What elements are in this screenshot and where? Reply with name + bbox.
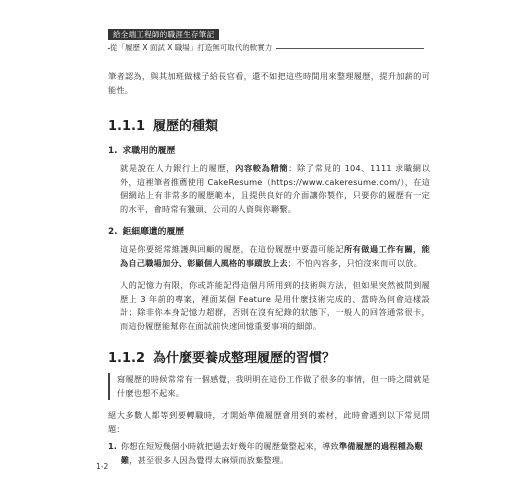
quote-text: 寫履歷的時候常常有一個感覺，我明明在這份工作做了很多的事情，但一時之間就是什麼也想不起來。 xyxy=(117,374,430,398)
subsection-title: 鉅細靡遺的履歷 xyxy=(122,227,185,237)
subsection-heading-1 xyxy=(108,145,430,158)
quote-block xyxy=(108,373,430,400)
section-number: 1.1.2 xyxy=(108,351,146,366)
subsection-2-paragraph-2: 人的記憶力有限，你或許能記得這個月所用到的技術與方法，但如果突然被問到履歷上 3 年前的專案，裡面某個 Feature 是用什麼技術完成的、當時為何會這樣設計；除非你本身記憶力超群，否則在沒有紀錄的狀態下，一般人的回答通常很卡，而這份履歷能幫你在面試前快速回憶重要事項的細節。 xyxy=(120,280,430,331)
bold-text: 內容較為精簡 xyxy=(235,163,289,173)
subsection-number: 2. xyxy=(108,227,118,237)
text-run: ：除了常見的 104、1111 求職網以外，這裡筆者推薦使用 CakeResume（https://www.cakeresume.com/），在這個網站上有非常多的履歷範本，且提供良好的介面讓你製作，只要你的履歷有一定的水平，會時常有獵頭、公司的人資與你聯繫。 xyxy=(120,163,430,214)
text-run: 這是你要經常維護與回顧的履歷，在這份履歷中要盡可能記 xyxy=(120,244,345,254)
page-number: 1-2 xyxy=(96,462,109,471)
list-text xyxy=(121,440,430,467)
chapter-line xyxy=(108,42,424,54)
text-run: 你想在短短幾個小時就把過去好幾年的履歷彙整起來，導致 xyxy=(120,441,339,451)
running-header xyxy=(108,22,424,54)
text-run: ；不怕內容多，只怕沒來而可以放。 xyxy=(287,257,422,268)
section-title: 為什麼要養成整理履歷的習慣？ xyxy=(153,351,336,366)
section-heading-1 xyxy=(108,119,430,135)
chapter-title: 從「履歷 X 面試 X 職場」打造無可取代的軟實力 xyxy=(110,42,276,54)
section-heading-2 xyxy=(108,351,430,367)
list-number: 1. xyxy=(108,441,117,451)
list-item xyxy=(108,440,430,467)
text-run: ，甚至很多人因為覺得太麻煩而放棄整理。 xyxy=(129,454,289,465)
bold-text: 所有做過工作有關，能為自己職場加分、彰顯個人風格的事蹟放上去 xyxy=(120,244,430,268)
subsection-number: 1. xyxy=(108,146,118,156)
subsection-title: 求職用的履歷 xyxy=(122,146,176,156)
series-tag: 給全端工程師的職涯生存筆記 xyxy=(108,29,219,40)
page-content xyxy=(108,70,430,467)
text-run: 就是說在人力銀行上的履歷， xyxy=(120,163,236,173)
section-title: 履歷的種類 xyxy=(153,119,219,134)
section-number: 1.1.1 xyxy=(108,119,146,134)
subsection-heading-2 xyxy=(108,226,430,239)
subsection-1-paragraph xyxy=(120,162,430,216)
intro-paragraph: 筆者認為，與其加班做樣子給長官看，還不如把這些時間用來整理履歷，提升加薪的可能性。 xyxy=(108,71,430,95)
subsection-2-paragraph-1 xyxy=(120,243,430,270)
section-2-paragraph: 絕大多數人都等到要轉職時，才開始準備履歷會用到的素材，此時會遇到以下常見問題： xyxy=(108,410,430,434)
bold-text: 準備履歷的過程種為艱難 xyxy=(120,441,423,465)
